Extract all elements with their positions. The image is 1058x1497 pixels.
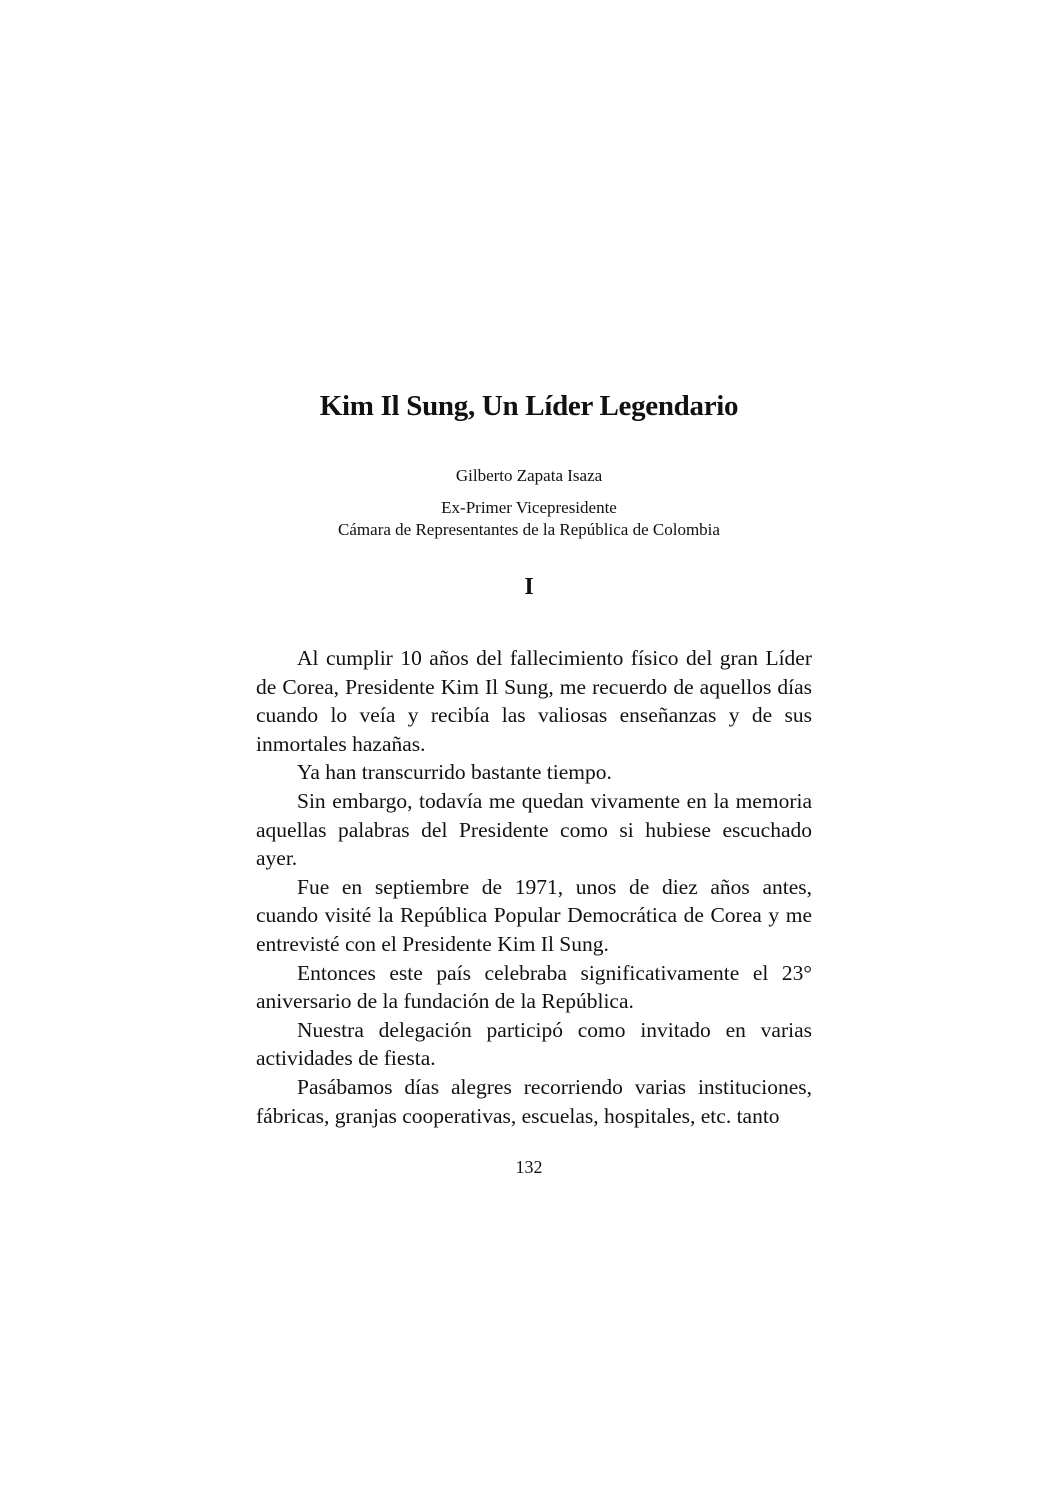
paragraph: Pasábamos días alegres recorriendo varias instituciones, fábricas, granjas cooperativas, escuelas, hospitales, etc. tanto xyxy=(256,1074,812,1128)
paragraph: Sin embargo, todavía me quedan vivamente en la memoria aquellas palabras del Presidente como si hubiese escuchado ayer. xyxy=(256,788,812,871)
author-name: Gilberto Zapata Isaza xyxy=(455,466,603,485)
paragraph: Entonces este país celebraba significativamente el 23° aniversario de la fundación de la República. xyxy=(256,960,812,1014)
paragraph: Nuestra delegación participó como invitado en varias actividades de fiesta. xyxy=(256,1017,812,1071)
paragraph: Ya han transcurrido bastante tiempo. xyxy=(297,760,612,785)
article-body xyxy=(256,644,812,1130)
paragraph: Al cumplir 10 años del fallecimiento físico del gran Líder de Corea, Presidente Kim Il Sung, me recuerdo de aquellos días cuando lo veía y recibía las valiosas enseñanzas y de sus inmortales hazañas. xyxy=(256,646,812,756)
paragraph: Fue en septiembre de 1971, unos de diez años antes, cuando visité la República Popular Democrática de Corea y me entrevisté con el Presidente Kim Il Sung. xyxy=(256,874,812,956)
author-institution: Cámara de Representantes de la República de Colombia xyxy=(338,520,720,539)
page-number: 132 xyxy=(515,1157,543,1177)
section-number: I xyxy=(524,574,534,600)
author-position: Ex-Primer Vicepresidente xyxy=(441,498,617,517)
article-title: Kim Il Sung, Un Líder Legendario xyxy=(319,390,739,422)
